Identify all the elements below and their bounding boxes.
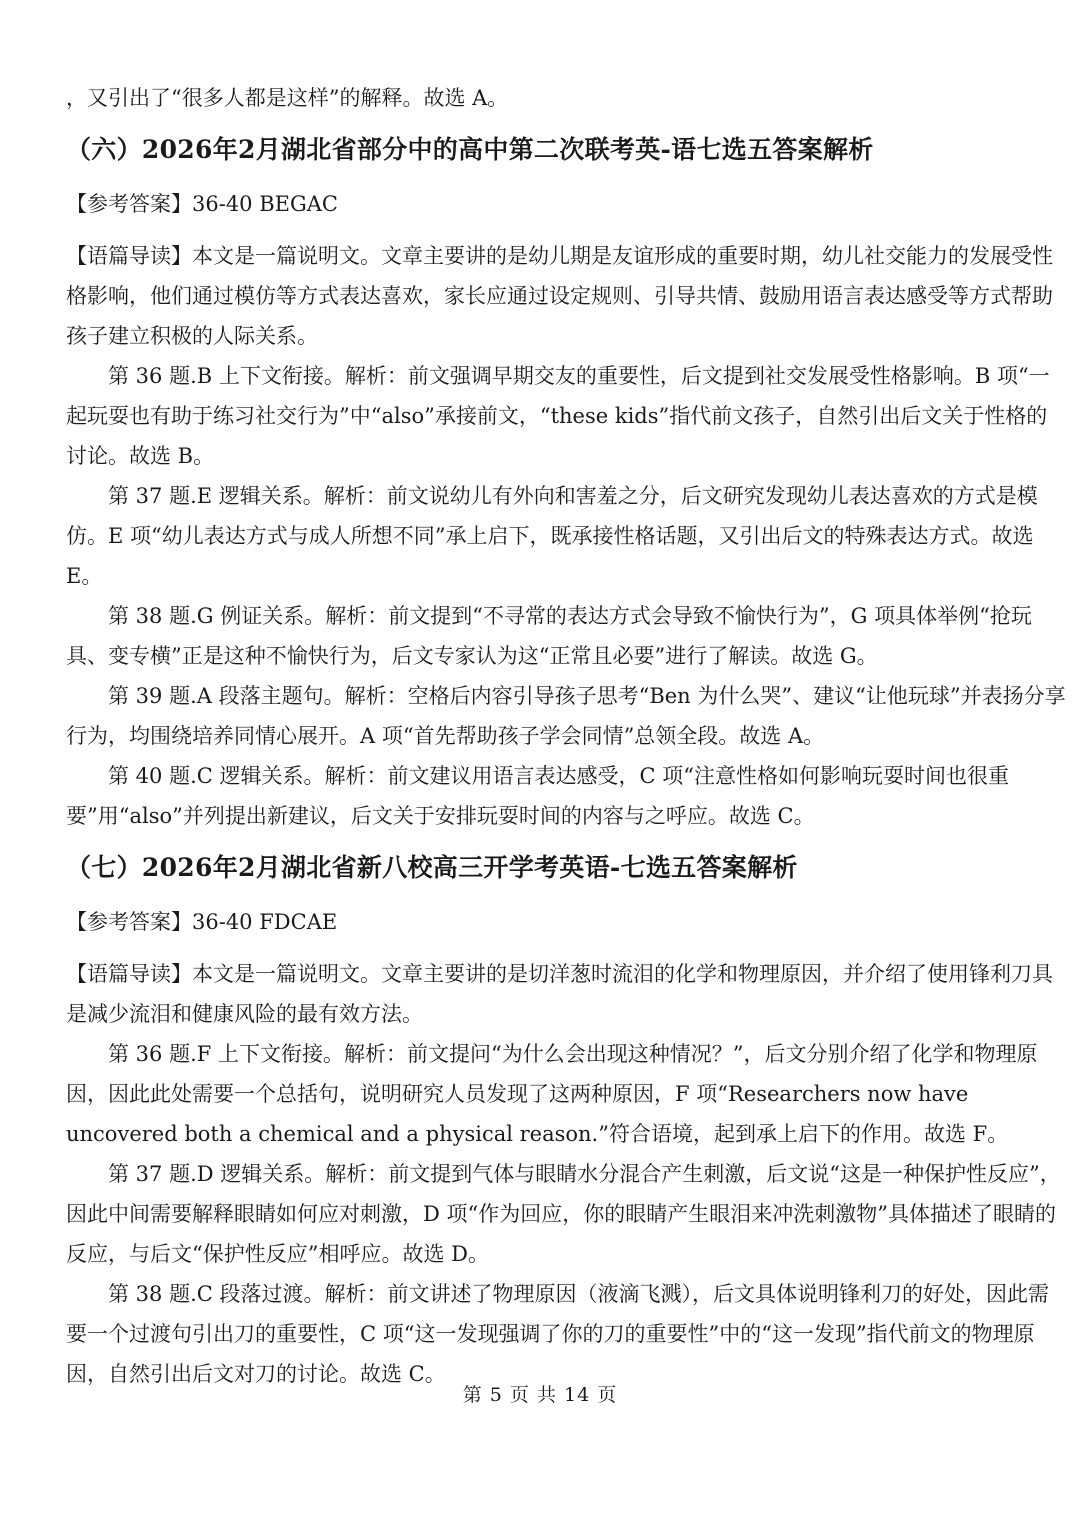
section-6-heading: [66, 124, 1068, 176]
section-7-month: 2: [238, 853, 256, 882]
section-6-intro: 【语篇导读】本文是一篇说明文。文章主要讲的是幼儿期是友谊形成的重要时期，幼儿社交能力的发展受性格影响，他们通过模仿等方式表达喜欢，家长应通过设定规则、引导共情、鼓励用语言表达感受等方式帮助孩子建立积极的人际关系。: [66, 244, 1053, 348]
section-7-answer: 【参考答案】36-40 FDCAE: [66, 910, 338, 934]
section-7-q37: 第 37 题.D 逻辑关系。解析：前文提到气体与眼睛水分混合产生刺激，后文说“这是一种保护性反应”，因此中间需要解释眼睛如何应对刺激，D 项“作为回应，你的眼睛产生眼泪来冲洗刺激物”具体描述了眼睛的反应，与后文“保护性反应”相呼应。故选 D。: [66, 1162, 1061, 1266]
section-6-q40: 第 40 题.C 逻辑关系。解析：前文建议用语言表达感受，C 项“注意性格如何影响玩耍时间也很重要”用“also”并列提出新建议，后文关于安排玩耍时间的内容与之呼应。故选 C。: [66, 764, 1009, 828]
page-content: [66, 78, 1068, 1394]
section-7-intro: 【语篇导读】本文是一篇说明文。文章主要讲的是切洋葱时流泪的化学和物理原因，并介绍了使用锋利刀具是减少流泪和健康风险的最有效方法。: [66, 962, 1053, 1026]
section-6-q38: 第 38 题.G 例证关系。解析：前文提到“不寻常的表达方式会导致不愉快行为”，G 项具体举例“抢玩具、变专横”正是这种不愉快行为，后文专家认为这“正常且必要”进行了解读。故选 G。: [66, 604, 1032, 668]
section-6-year: 2026: [141, 135, 213, 164]
section-6-q37: 第 37 题.E 逻辑关系。解析：前文说幼儿有外向和害羞之分，后文研究发现幼儿表达喜欢的方式是模仿。E 项“幼儿表达方式与成人所想不同”承上启下，既承接性格话题，又引出后文的特殊表达方式。故选 E。: [66, 484, 1038, 588]
section-7-prefix: （七）: [66, 853, 142, 882]
section-7-year-unit: 年: [212, 853, 238, 882]
section-6-q39: 第 39 题.A 段落主题句。解析：空格后内容引导孩子思考“Ben 为什么哭”、建议“让他玩球”并表扬分享行为，均围绕培养同情心展开。A 项“首先帮助孩子学会同情”总领全段。故选 A。: [66, 684, 1066, 748]
section-6-prefix: （六）: [66, 135, 142, 164]
section-6-year-unit: 年: [212, 135, 238, 164]
carry-over-text: ，又引出了“很多人都是这样”的解释。故选 A。: [66, 86, 509, 110]
section-7-q36: 第 36 题.F 上下文衔接。解析：前文提问“为什么会出现这种情况？”，后文分别介绍了化学和物理原因，因此此处需要一个总括句，说明研究人员发现了这两种原因，F 项“Researchers now have uncovered both a chemical and a physical reason.”符合语境，起到承上启下的作用。故选 F。: [66, 1042, 1038, 1146]
section-6-q36: 第 36 题.B 上下文衔接。解析：前文强调早期交友的重要性，后文提到社交发展受性格影响。B 项“一起玩耍也有助于练习社交行为”中“also”承接前文，“these kids”指代前文孩子，自然引出后文关于性格的讨论。故选 B。: [66, 364, 1050, 468]
section-7-q38: 第 38 题.C 段落过渡。解析：前文讲述了物理原因（液滴飞溅），后文具体说明锋利刀的好处，因此需要一个过渡句引出刀的重要性，C 项“这一发现强调了你的刀的重要性”中的“这一发现”指代前文的物理原因，自然引出后文对刀的讨论。故选 C。: [66, 1282, 1049, 1386]
section-7-year: 2026: [141, 853, 213, 882]
section-7-title-rest: 月湖北省新八校高三开学考英语-七选五答案解析: [255, 853, 798, 882]
section-7-heading: [66, 842, 1068, 894]
page-footer: 第 5 页 共 14 页: [462, 1384, 618, 1406]
section-6-title-rest: 月湖北省部分中的高中第二次联考英-语七选五答案解析: [255, 135, 874, 164]
section-6-answer: 【参考答案】36-40 BEGAC: [66, 192, 338, 216]
section-6-month: 2: [238, 135, 256, 164]
